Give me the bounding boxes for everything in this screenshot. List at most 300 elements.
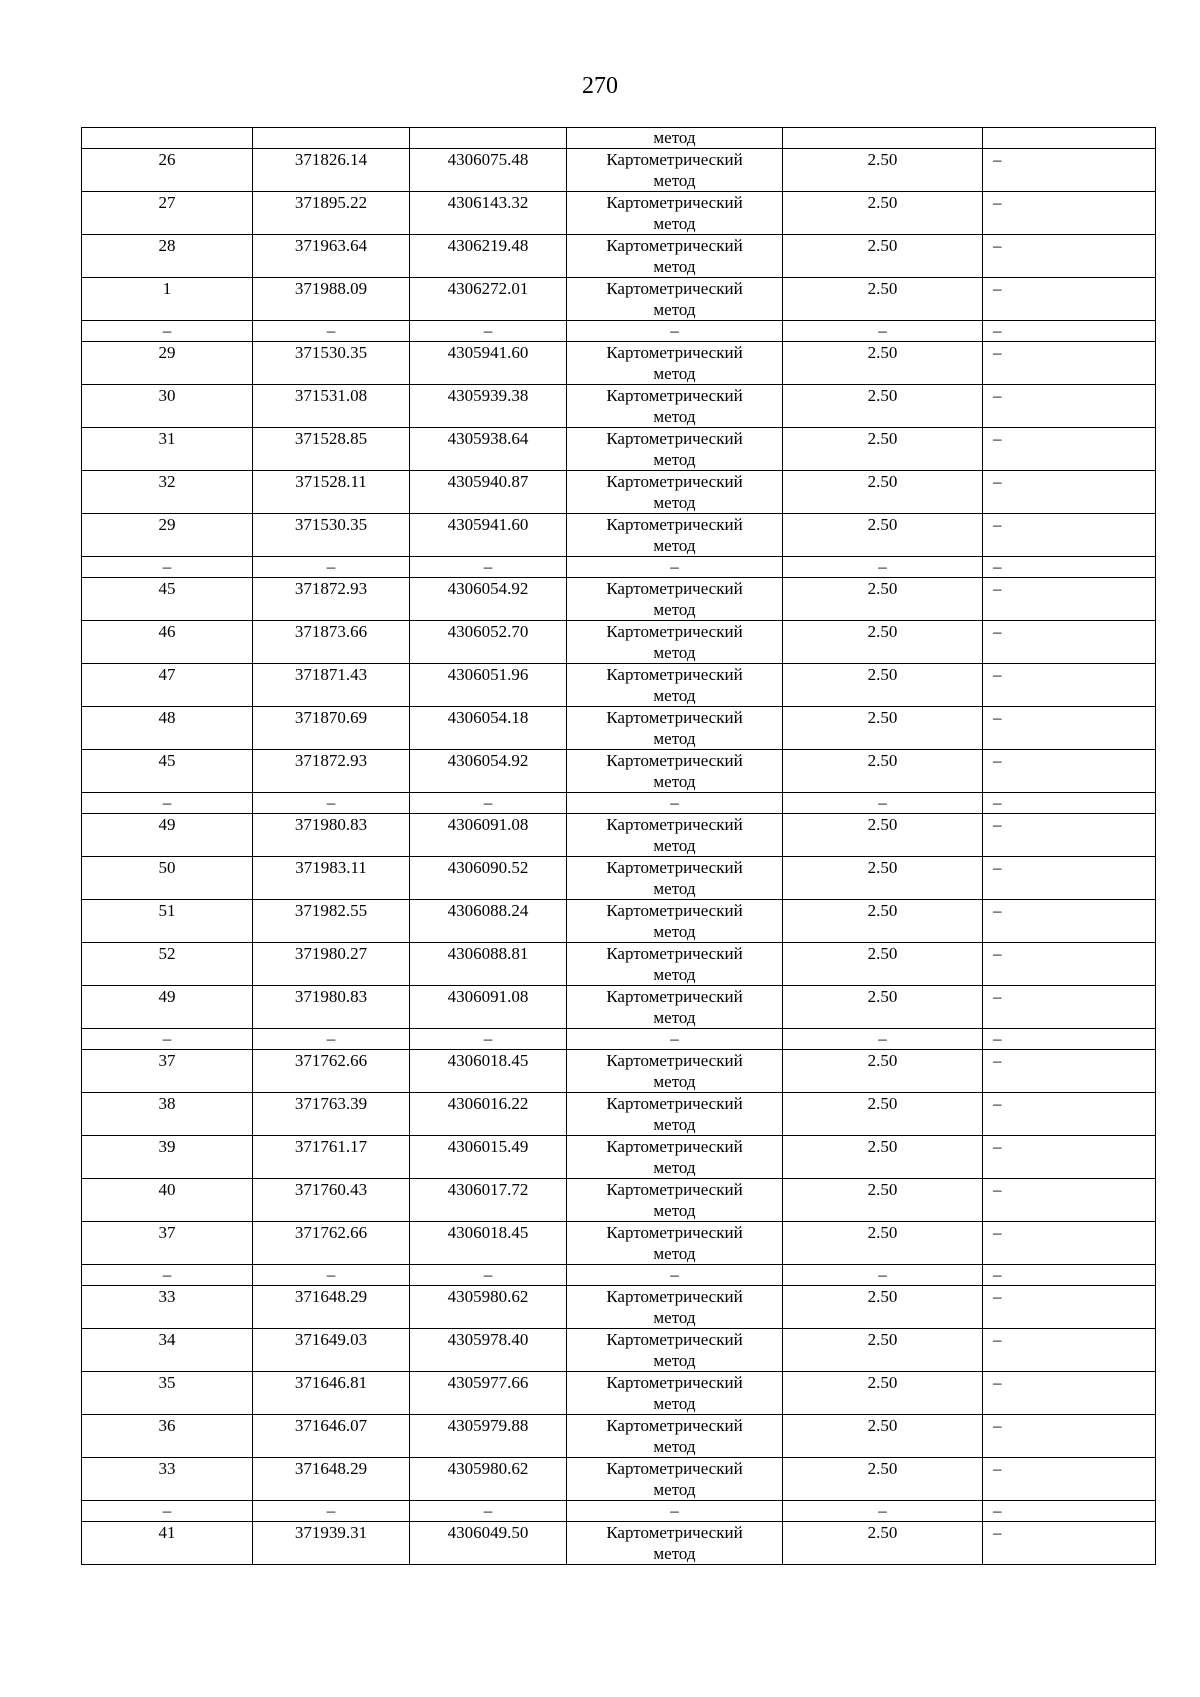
cell-note: – (983, 235, 1156, 278)
table-row (82, 707, 1156, 750)
cell-point-number: 27 (82, 192, 253, 235)
cell-accuracy: 2.50 (783, 149, 983, 192)
cell-method (567, 1522, 783, 1565)
table-row (82, 149, 1156, 192)
cell-method (567, 428, 783, 471)
cell-point-number: 51 (82, 900, 253, 943)
table-row (82, 986, 1156, 1029)
cell-method: – (567, 321, 783, 342)
cell-accuracy: 2.50 (783, 385, 983, 428)
cell-method (567, 514, 783, 557)
cell-note: – (983, 1329, 1156, 1372)
cell-point-number: 49 (82, 814, 253, 857)
cell-accuracy: – (783, 557, 983, 578)
cell-method (567, 149, 783, 192)
cell-note: – (983, 1093, 1156, 1136)
cell-y-coordinate: 4305977.66 (410, 1372, 567, 1415)
cell-x-coordinate: 371982.55 (253, 900, 410, 943)
method-line-1: Картометрический (606, 1416, 743, 1435)
cell-method (567, 943, 783, 986)
method-line-2: метод (653, 1437, 696, 1456)
cell-x-coordinate: – (253, 321, 410, 342)
cell-y-coordinate: 4306091.08 (410, 814, 567, 857)
cell-note (983, 128, 1156, 149)
table-row (82, 235, 1156, 278)
method-line-2: метод (653, 1308, 696, 1327)
cell-x-coordinate: 371963.64 (253, 235, 410, 278)
cell-accuracy: 2.50 (783, 1286, 983, 1329)
cell-method (567, 1372, 783, 1415)
cell-x-coordinate: 371939.31 (253, 1522, 410, 1565)
table-row (82, 1136, 1156, 1179)
separator-row (82, 557, 1156, 578)
cell-note: – (983, 471, 1156, 514)
cell-method: – (567, 1029, 783, 1050)
method-line-2: метод (653, 1544, 696, 1563)
cell-note: – (983, 1458, 1156, 1501)
table-row (82, 1329, 1156, 1372)
cell-accuracy: – (783, 321, 983, 342)
cell-note: – (983, 192, 1156, 235)
separator-row (82, 1029, 1156, 1050)
cell-y-coordinate: 4306052.70 (410, 621, 567, 664)
cell-note: – (983, 1029, 1156, 1050)
method-line-1: Картометрический (606, 1287, 743, 1306)
table-row (82, 1522, 1156, 1565)
separator-row (82, 1501, 1156, 1522)
cell-y-coordinate: 4306017.72 (410, 1179, 567, 1222)
cell-method (567, 621, 783, 664)
method-line-1: Картометрический (606, 858, 743, 877)
cell-accuracy: 2.50 (783, 1222, 983, 1265)
cell-method: – (567, 1265, 783, 1286)
cell-y-coordinate (410, 128, 567, 149)
cell-accuracy: 2.50 (783, 471, 983, 514)
method-line-1: Картометрический (606, 708, 743, 727)
cell-x-coordinate: 371646.07 (253, 1415, 410, 1458)
method-line-2: метод (653, 1115, 696, 1134)
cell-point-number: – (82, 321, 253, 342)
cell-point-number: 35 (82, 1372, 253, 1415)
cell-x-coordinate: – (253, 1265, 410, 1286)
cell-note: – (983, 342, 1156, 385)
cell-note: – (983, 1265, 1156, 1286)
cell-accuracy: 2.50 (783, 1522, 983, 1565)
cell-point-number: 40 (82, 1179, 253, 1222)
method-line-1: Картометрический (606, 665, 743, 684)
method-line-2: метод (653, 493, 696, 512)
cell-accuracy: 2.50 (783, 1050, 983, 1093)
cell-note: – (983, 664, 1156, 707)
cell-point-number: 33 (82, 1458, 253, 1501)
method-line-2: метод (653, 1351, 696, 1370)
cell-method: – (567, 793, 783, 814)
cell-y-coordinate: – (410, 557, 567, 578)
cell-method (567, 1286, 783, 1329)
cell-note: – (983, 1136, 1156, 1179)
method-line-1: Картометрический (606, 279, 743, 298)
cell-y-coordinate: 4305939.38 (410, 385, 567, 428)
cell-method (567, 750, 783, 793)
method-line-1: Картометрический (606, 193, 743, 212)
cell-point-number: 49 (82, 986, 253, 1029)
table-row (82, 621, 1156, 664)
cell-method (567, 471, 783, 514)
method-line-2: метод (653, 407, 696, 426)
cell-y-coordinate: 4305938.64 (410, 428, 567, 471)
cell-method (567, 1329, 783, 1372)
separator-row (82, 793, 1156, 814)
cell-point-number: – (82, 793, 253, 814)
method-line-1: Картометрический (606, 751, 743, 770)
cell-point-number: 29 (82, 514, 253, 557)
table-row (82, 1179, 1156, 1222)
method-line-2: метод (653, 1394, 696, 1413)
cell-accuracy: 2.50 (783, 428, 983, 471)
cell-accuracy: 2.50 (783, 1458, 983, 1501)
cell-point-number (82, 128, 253, 149)
cell-y-coordinate: 4306049.50 (410, 1522, 567, 1565)
method-line-1: Картометрический (606, 1330, 743, 1349)
cell-point-number: 1 (82, 278, 253, 321)
cell-y-coordinate: 4306143.32 (410, 192, 567, 235)
method-line-2: метод (653, 836, 696, 855)
method-line-1: Картометрический (606, 515, 743, 534)
cell-y-coordinate: 4306091.08 (410, 986, 567, 1029)
method-line-1: Картометрический (606, 236, 743, 255)
cell-note: – (983, 750, 1156, 793)
cell-note: – (983, 557, 1156, 578)
cell-x-coordinate: 371870.69 (253, 707, 410, 750)
cell-point-number: 46 (82, 621, 253, 664)
cell-x-coordinate: 371980.83 (253, 986, 410, 1029)
method-line-1: Картометрический (606, 944, 743, 963)
cell-x-coordinate: 371762.66 (253, 1222, 410, 1265)
cell-method (567, 814, 783, 857)
cell-method: метод (567, 128, 783, 149)
cell-accuracy: 2.50 (783, 342, 983, 385)
cell-x-coordinate: 371528.85 (253, 428, 410, 471)
cell-note: – (983, 857, 1156, 900)
cell-method (567, 664, 783, 707)
cell-y-coordinate: 4306088.81 (410, 943, 567, 986)
cell-method (567, 235, 783, 278)
cell-x-coordinate: 371762.66 (253, 1050, 410, 1093)
cell-accuracy: 2.50 (783, 1415, 983, 1458)
cell-method (567, 1050, 783, 1093)
method-line-1: Картометрический (606, 1094, 743, 1113)
method-line-2: метод (653, 600, 696, 619)
cell-method: – (567, 1501, 783, 1522)
cell-point-number: 28 (82, 235, 253, 278)
cell-y-coordinate: 4306090.52 (410, 857, 567, 900)
page-number: 270 (582, 73, 618, 99)
method-line-2: метод (653, 1008, 696, 1027)
cell-y-coordinate: 4306015.49 (410, 1136, 567, 1179)
method-line-2: метод (653, 214, 696, 233)
cell-point-number: 31 (82, 428, 253, 471)
cell-note: – (983, 1179, 1156, 1222)
table-row (82, 943, 1156, 986)
cell-note: – (983, 1372, 1156, 1415)
table-row (82, 750, 1156, 793)
cell-note: – (983, 321, 1156, 342)
method-line-2: метод (653, 965, 696, 984)
method-line-2: метод (653, 879, 696, 898)
method-line-1: Картометрический (606, 386, 743, 405)
cell-note: – (983, 943, 1156, 986)
method-line-2: метод (653, 686, 696, 705)
table-row (82, 1050, 1156, 1093)
cell-point-number: 33 (82, 1286, 253, 1329)
cell-point-number: 47 (82, 664, 253, 707)
cell-x-coordinate: 371872.93 (253, 578, 410, 621)
cell-accuracy: 2.50 (783, 857, 983, 900)
cell-accuracy: 2.50 (783, 664, 983, 707)
method-line-1: Картометрический (606, 472, 743, 491)
method-line-2: метод (653, 300, 696, 319)
cell-method (567, 857, 783, 900)
cell-x-coordinate: 371826.14 (253, 149, 410, 192)
cell-y-coordinate: 4305979.88 (410, 1415, 567, 1458)
cell-point-number: – (82, 1265, 253, 1286)
method-line-1: Картометрический (606, 1459, 743, 1478)
cell-y-coordinate: – (410, 1501, 567, 1522)
cell-point-number: 36 (82, 1415, 253, 1458)
cell-method (567, 278, 783, 321)
table-row (82, 278, 1156, 321)
cell-y-coordinate: 4306054.18 (410, 707, 567, 750)
cell-x-coordinate: 371530.35 (253, 342, 410, 385)
cell-x-coordinate: – (253, 557, 410, 578)
cell-accuracy: 2.50 (783, 192, 983, 235)
cell-y-coordinate: 4306016.22 (410, 1093, 567, 1136)
table-row (82, 1093, 1156, 1136)
cell-point-number: – (82, 1029, 253, 1050)
cell-x-coordinate: 371871.43 (253, 664, 410, 707)
cell-note: – (983, 621, 1156, 664)
table-row (82, 578, 1156, 621)
cell-x-coordinate: 371649.03 (253, 1329, 410, 1372)
cell-accuracy: 2.50 (783, 943, 983, 986)
cell-method (567, 385, 783, 428)
cell-point-number: 41 (82, 1522, 253, 1565)
cell-point-number: 45 (82, 750, 253, 793)
cell-x-coordinate: 371873.66 (253, 621, 410, 664)
coordinates-table (81, 127, 1156, 1565)
separator-row (82, 321, 1156, 342)
table-row (82, 1222, 1156, 1265)
table-row (82, 1415, 1156, 1458)
cell-point-number: 45 (82, 578, 253, 621)
method-line-2: метод (653, 1201, 696, 1220)
cell-x-coordinate: 371760.43 (253, 1179, 410, 1222)
method-line-1: Картометрический (606, 1523, 743, 1542)
method-line-2: метод (653, 1158, 696, 1177)
cell-method: – (567, 557, 783, 578)
method-line-1: Картометрический (606, 1223, 743, 1242)
cell-note: – (983, 514, 1156, 557)
cell-x-coordinate: 371530.35 (253, 514, 410, 557)
cell-x-coordinate: 371988.09 (253, 278, 410, 321)
cell-y-coordinate: 4306075.48 (410, 149, 567, 192)
cell-point-number: 37 (82, 1222, 253, 1265)
cell-note: – (983, 707, 1156, 750)
method-line-1: Картометрический (606, 901, 743, 920)
cell-accuracy: – (783, 1265, 983, 1286)
cell-note: – (983, 278, 1156, 321)
cell-method (567, 578, 783, 621)
cell-y-coordinate: – (410, 793, 567, 814)
cell-y-coordinate: 4305940.87 (410, 471, 567, 514)
cell-x-coordinate: 371980.27 (253, 943, 410, 986)
cell-method (567, 1458, 783, 1501)
cell-accuracy: 2.50 (783, 278, 983, 321)
method-line-2: метод (653, 772, 696, 791)
cell-accuracy: 2.50 (783, 986, 983, 1029)
table-row (82, 514, 1156, 557)
cell-point-number: 32 (82, 471, 253, 514)
cell-accuracy: 2.50 (783, 514, 983, 557)
cell-y-coordinate: 4306054.92 (410, 578, 567, 621)
method-line-1: Картометрический (606, 429, 743, 448)
cell-accuracy: 2.50 (783, 750, 983, 793)
cell-note: – (983, 428, 1156, 471)
cell-x-coordinate: 371648.29 (253, 1458, 410, 1501)
cell-method (567, 986, 783, 1029)
cell-y-coordinate: – (410, 1265, 567, 1286)
table-row (82, 1458, 1156, 1501)
cell-note: – (983, 578, 1156, 621)
cell-accuracy: 2.50 (783, 1136, 983, 1179)
cell-x-coordinate: 371980.83 (253, 814, 410, 857)
cell-method (567, 707, 783, 750)
cell-y-coordinate: 4306051.96 (410, 664, 567, 707)
table-row (82, 900, 1156, 943)
cell-method (567, 1222, 783, 1265)
cell-note: – (983, 1050, 1156, 1093)
cell-x-coordinate: 371895.22 (253, 192, 410, 235)
cell-note: – (983, 986, 1156, 1029)
cell-method (567, 900, 783, 943)
cell-point-number: 50 (82, 857, 253, 900)
cell-y-coordinate: 4305980.62 (410, 1458, 567, 1501)
cell-x-coordinate: 371646.81 (253, 1372, 410, 1415)
cell-method (567, 1179, 783, 1222)
cell-x-coordinate: 371983.11 (253, 857, 410, 900)
cell-x-coordinate: 371531.08 (253, 385, 410, 428)
cell-point-number: 26 (82, 149, 253, 192)
table-row (82, 385, 1156, 428)
cell-x-coordinate: – (253, 793, 410, 814)
cell-accuracy: 2.50 (783, 1372, 983, 1415)
cell-accuracy: 2.50 (783, 814, 983, 857)
method-line-2: метод (653, 1244, 696, 1263)
cell-accuracy: 2.50 (783, 1329, 983, 1372)
method-line-2: метод (653, 364, 696, 383)
method-line-1: Картометрический (606, 579, 743, 598)
cell-accuracy: 2.50 (783, 707, 983, 750)
table-row (82, 192, 1156, 235)
cell-accuracy: 2.50 (783, 235, 983, 278)
cell-method (567, 192, 783, 235)
cell-y-coordinate: 4305978.40 (410, 1329, 567, 1372)
cell-x-coordinate (253, 128, 410, 149)
method-line-2: метод (653, 1480, 696, 1499)
method-line-1: Картометрический (606, 987, 743, 1006)
cell-note: – (983, 1501, 1156, 1522)
cell-accuracy (783, 128, 983, 149)
cell-method (567, 1136, 783, 1179)
cell-y-coordinate: 4305980.62 (410, 1286, 567, 1329)
cell-y-coordinate: 4306018.45 (410, 1222, 567, 1265)
cell-accuracy: 2.50 (783, 1179, 983, 1222)
cell-y-coordinate: 4306219.48 (410, 235, 567, 278)
cell-method (567, 1415, 783, 1458)
cell-note: – (983, 1286, 1156, 1329)
method-line-2: метод (653, 729, 696, 748)
cell-accuracy: – (783, 1501, 983, 1522)
cell-y-coordinate: 4305941.60 (410, 514, 567, 557)
cell-x-coordinate: – (253, 1501, 410, 1522)
cell-accuracy: 2.50 (783, 621, 983, 664)
cell-y-coordinate: – (410, 321, 567, 342)
cell-note: – (983, 385, 1156, 428)
table-row (82, 857, 1156, 900)
cell-point-number: – (82, 1501, 253, 1522)
method-line-1: Картометрический (606, 150, 743, 169)
method-line-1: Картометрический (606, 1051, 743, 1070)
cell-x-coordinate: 371761.17 (253, 1136, 410, 1179)
cell-accuracy: 2.50 (783, 1093, 983, 1136)
method-line-1: Картометрический (606, 1373, 743, 1392)
table-row (82, 664, 1156, 707)
table-row (82, 814, 1156, 857)
cell-accuracy: – (783, 793, 983, 814)
table-row (82, 471, 1156, 514)
method-line-1: Картометрический (606, 815, 743, 834)
cell-x-coordinate: 371763.39 (253, 1093, 410, 1136)
method-line-2: метод (653, 922, 696, 941)
cell-y-coordinate: 4305941.60 (410, 342, 567, 385)
cell-note: – (983, 149, 1156, 192)
cell-point-number: 34 (82, 1329, 253, 1372)
method-line-1: Картометрический (606, 1137, 743, 1156)
method-line-1: Картометрический (606, 1180, 743, 1199)
cell-y-coordinate: 4306272.01 (410, 278, 567, 321)
cell-point-number: – (82, 557, 253, 578)
coordinates-table-body (82, 128, 1156, 1565)
cell-y-coordinate: 4306088.24 (410, 900, 567, 943)
continuation-row (82, 128, 1156, 149)
cell-y-coordinate: 4306054.92 (410, 750, 567, 793)
cell-point-number: 48 (82, 707, 253, 750)
table-row (82, 342, 1156, 385)
cell-x-coordinate: 371648.29 (253, 1286, 410, 1329)
cell-point-number: 52 (82, 943, 253, 986)
separator-row (82, 1265, 1156, 1286)
cell-note: – (983, 1222, 1156, 1265)
method-line-1: Картометрический (606, 343, 743, 362)
cell-point-number: 38 (82, 1093, 253, 1136)
method-line-2: метод (653, 450, 696, 469)
cell-note: – (983, 793, 1156, 814)
cell-accuracy: 2.50 (783, 578, 983, 621)
cell-method (567, 1093, 783, 1136)
table-row (82, 428, 1156, 471)
cell-note: – (983, 1415, 1156, 1458)
cell-accuracy: – (783, 1029, 983, 1050)
